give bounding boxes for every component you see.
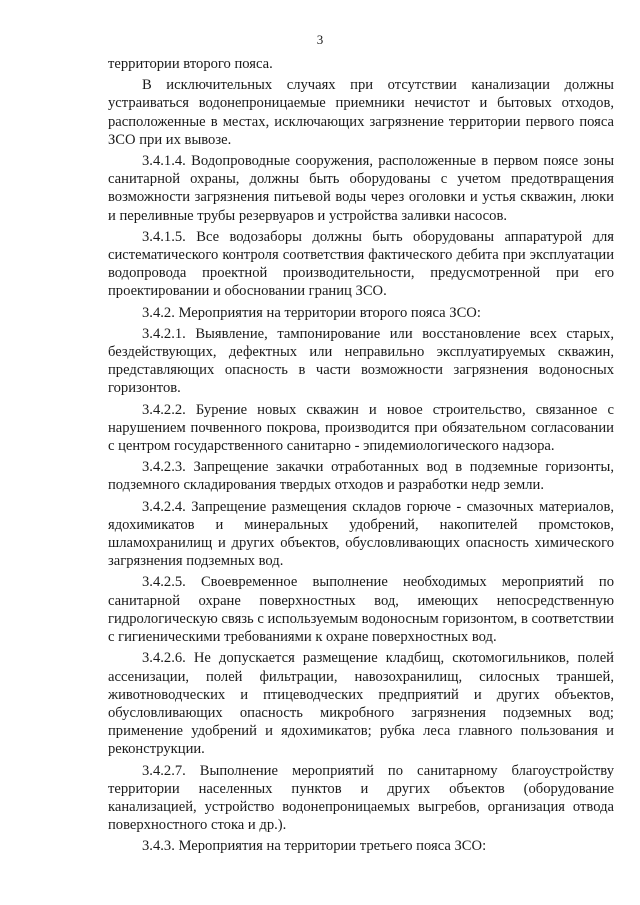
document-body [108, 55, 614, 856]
page-number: 3 [316, 32, 324, 47]
paragraph: 3.4.3. Мероприятия на территории третьего пояса ЗСО: [142, 838, 487, 855]
paragraph: 3.4.2.4. Запрещение размещения складов горюче - смазочных материалов, ядохимикатов и минеральных удобрений, накопителей промстоков, шламохранилищ и других объектов, обусловливающих опасность химического загрязнения подземных вод. [108, 498, 614, 570]
paragraph: 3.4.2.2. Бурение новых скважин и новое строительство, связанное с нарушением почвенного покрова, производится при обязательном согласовании с центром государственного санитарно - эпидемиологического надзора. [108, 401, 614, 455]
paragraph: 3.4.1.5. Все водозаборы должны быть оборудованы аппаратурой для систематического контроля соответствия фактического дебита при эксплуатации водопровода проектной производительности, предусмотренной при его проектировании и обосновании границ ЗСО. [108, 228, 614, 300]
paragraph: 3.4.2.3. Запрещение закачки отработанных вод в подземные горизонты, подземного складирования твердых отходов и разработки недр земли. [108, 459, 614, 494]
paragraph: 3.4.2.6. Не допускается размещение кладбищ, скотомогильников, полей ассенизации, полей фильтрации, навозохранилищ, силосных траншей, животноводческих и птицеводческих предприятий и других объектов, обусловливающих опасность микробного загрязнения подземных вод; применение удобрений и ядохимикатов; рубка леса главного пользования и реконструкции. [108, 650, 614, 758]
paragraph: 3.4.2.7. Выполнение мероприятий по санитарному благоустройству территории населенных пунктов и других объектов (оборудование канализацией, устройство водонепроницаемых выгребов, организация отвода поверхностного стока и др.). [108, 762, 614, 834]
paragraph: 3.4.2.1. Выявление, тампонирование или восстановление всех старых, бездействующих, дефектных или неправильно эксплуатируемых скважин, представляющих опасность в части возможности загрязнения водоносных горизонтов. [108, 325, 614, 397]
paragraph: 3.4.2. Мероприятия на территории второго пояса ЗСО: [142, 304, 481, 321]
paragraph: 3.4.2.5. Своевременное выполнение необходимых мероприятий по санитарной охране поверхностных вод, имеющих непосредственную гидрологическую связь с используемым водоносным горизонтом, в соответствии с гигиеническими требованиями к охране поверхностных вод. [108, 574, 614, 646]
paragraph: В исключительных случаях при отсутствии канализации должны устраиваться водонепроницаемые приемники нечистот и бытовых отходов, расположенные в местах, исключающих загрязнение территории первого пояса ЗСО при их вывозе. [108, 77, 614, 148]
paragraph: 3.4.1.4. Водопроводные сооружения, расположенные в первом поясе зоны санитарной охраны, должны быть оборудованы с учетом предотвращения возможности загрязнения питьевой воды через оголовки и устья скважин, люки и переливные трубы резервуаров и устройства заливки насосов. [108, 153, 614, 224]
paragraph: территории второго пояса. [108, 56, 273, 72]
